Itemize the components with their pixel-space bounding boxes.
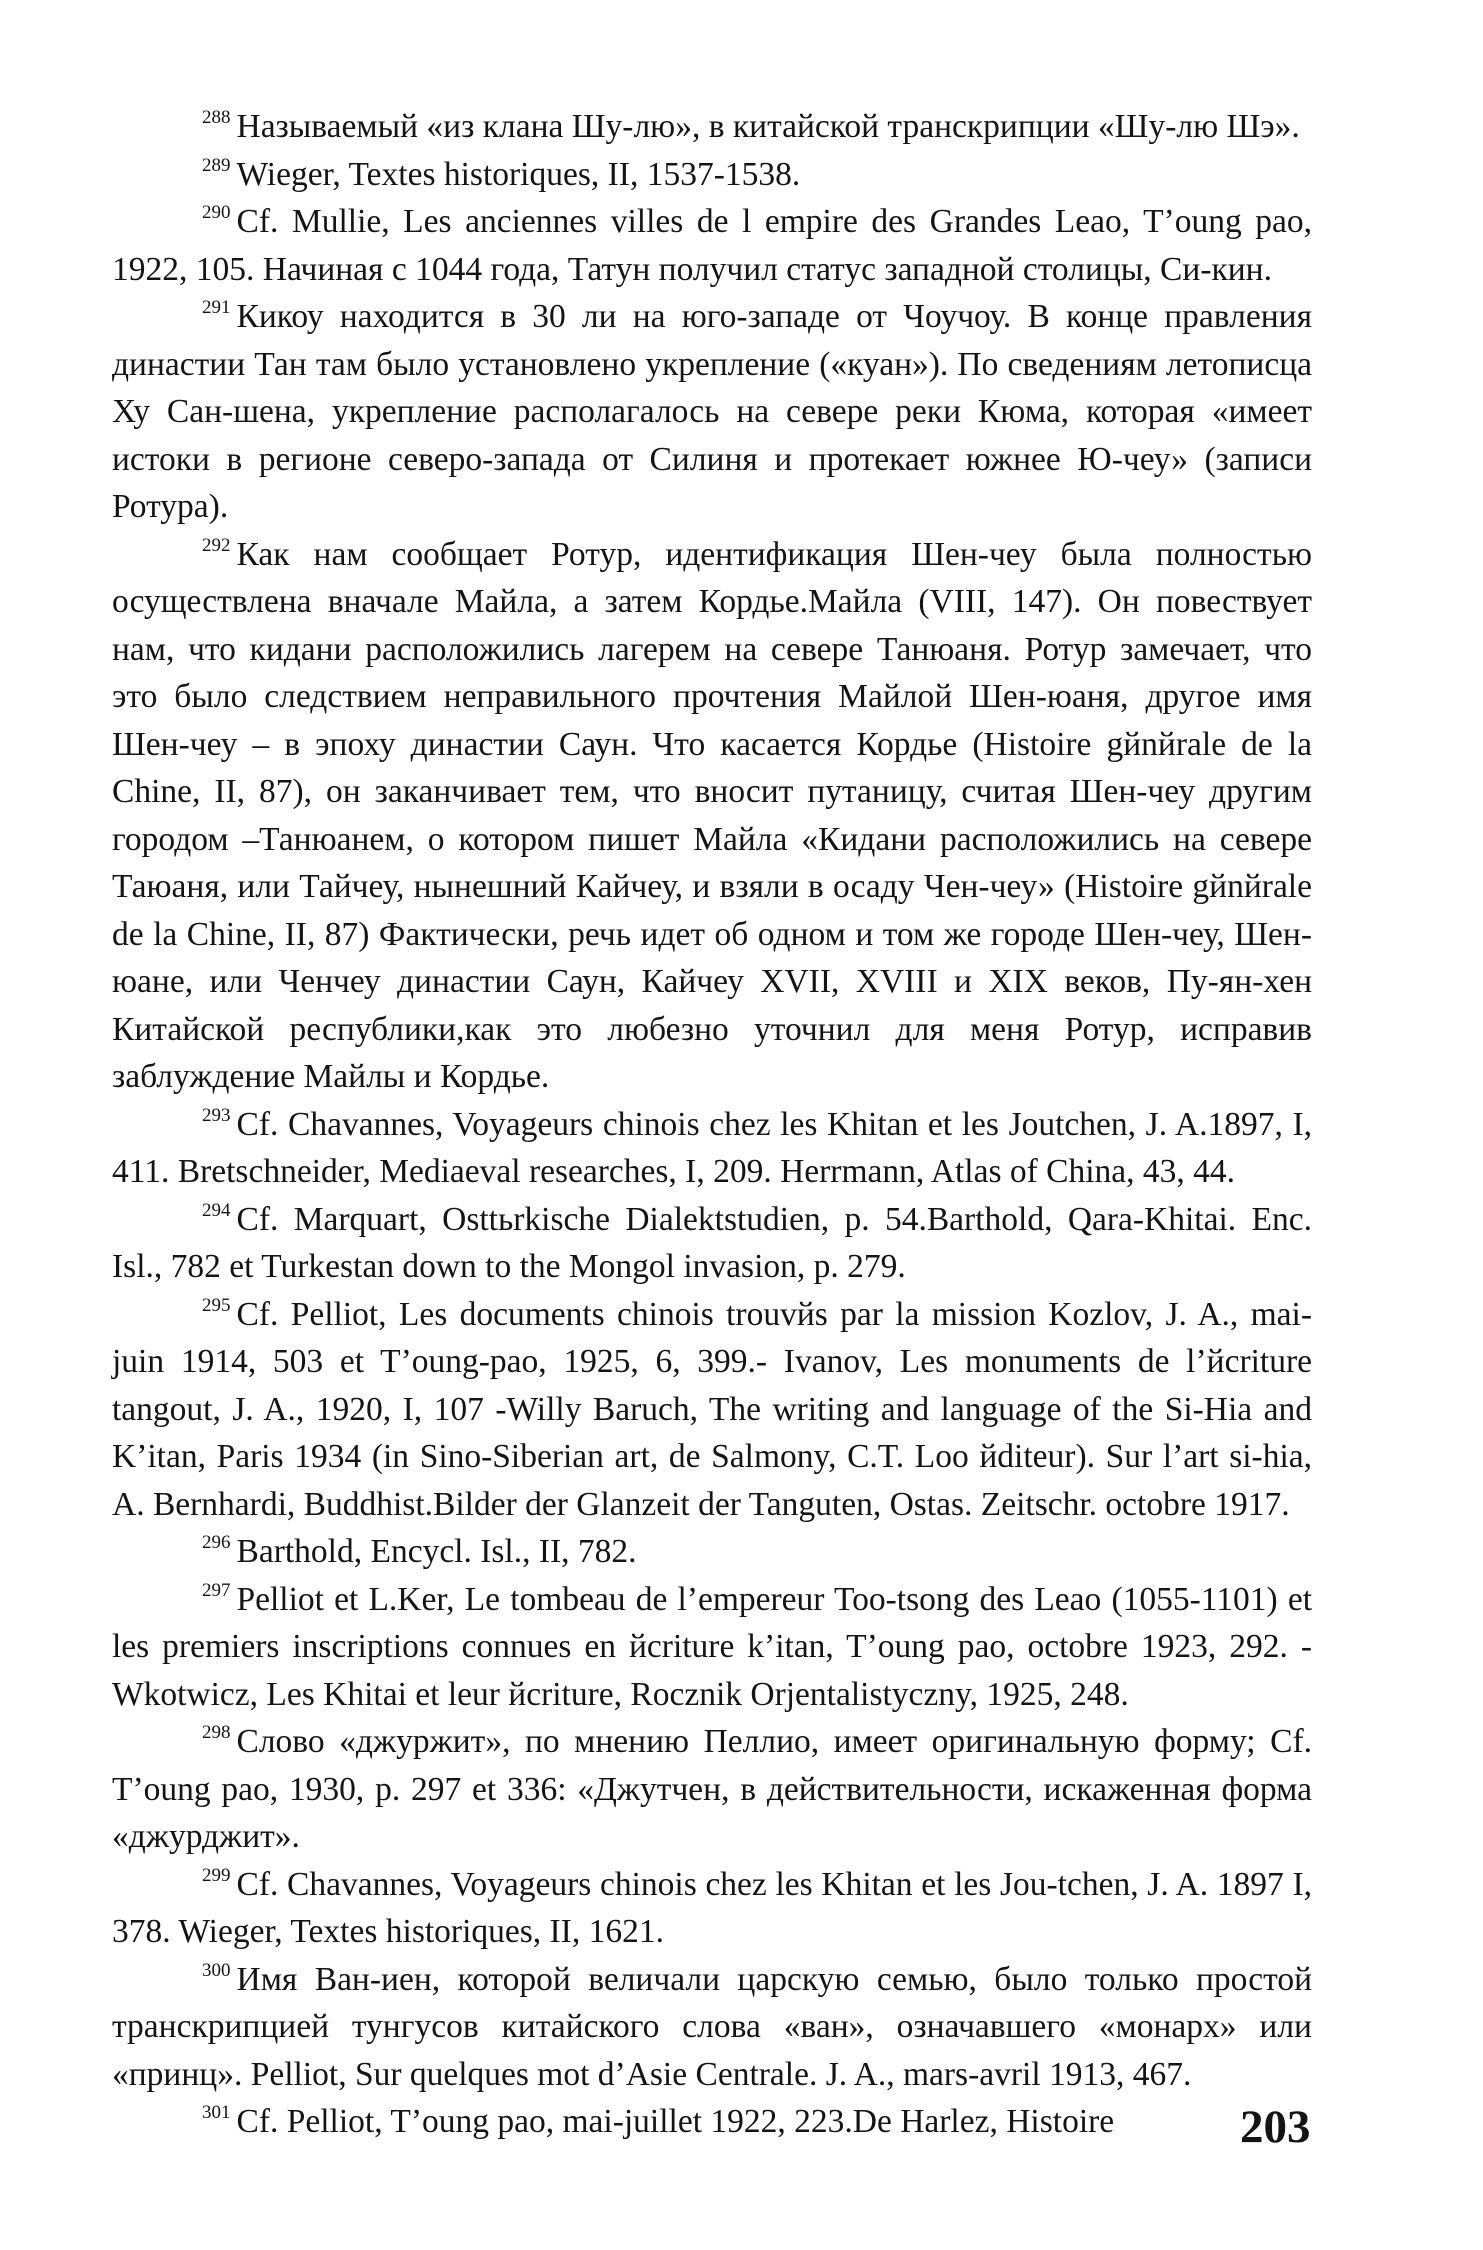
footnote-300 bbox=[112, 1956, 1312, 2099]
footnote-text: Cf. Chavannes, Voyageurs chinois chez les Khitan et les Jou-tchen, J. A. 1897 I, 378. Wieger, Textes historiques, II, 1621. bbox=[112, 1865, 1312, 1950]
footnote-text: Как нам сообщает Ротур, идентификация Шен-чеу была полностью осуществлена вначале Майла, а затем Кордье.Майла (VIII, 147). Он повествует нам, что кидани расположились лагерем на севере Танюаня. Ротур замечает, что это было следствием неправильного прочтения Майлой Шен-юаня, другое имя Шен-чеу – в эпоху династии Саун. Что касается Кордье (Histoire gйnйrale de la Chine, II, 87), он заканчивает тем, что вносит путаницу, считая Шен-чеу другим городом –Танюанем, о котором пишет Майла «Кидани расположились на севере Таюаня, или Тайчеу, нынешний Кайчеу, и взяли в осаду Чен-чеу» (Histoire gйnйrale de la Chine, II, 87) Фактически, речь идет об одном и том же городе Шен-чеу, Шен-юане, или Ченчеу династии Саун, Кайчеу XVII, XVIII и XIX веков, Пу-ян-хен Китайской республики,как это любезно уточнил для меня Ротур, исправив заблуждение Майлы и Кордье. bbox=[112, 535, 1312, 1095]
footnote-301 bbox=[112, 2098, 1312, 2146]
footnote-299 bbox=[112, 1861, 1312, 1956]
footnote-289 bbox=[112, 151, 1312, 199]
page-number: 203 bbox=[1240, 2101, 1311, 2153]
footnote-number: 295 bbox=[202, 1294, 231, 1316]
footnote-295 bbox=[112, 1291, 1312, 1529]
footnote-text: Кикоу находится в 30 ли на юго-западе от Чоучоу. В конце правления династии Тан там было установлено укрепление («куан»). По сведениям летописца Ху Сан-шена, укрепление располагалось на севере реки Кюма, которая «имеет истоки в регионе северо-запада от Силиня и протекает южнее Ю-чеу» (записи Ротура). bbox=[112, 298, 1312, 525]
footnote-number: 289 bbox=[202, 154, 231, 176]
footnote-290 bbox=[112, 198, 1312, 293]
footnote-text: Pelliot et L.Ker, Le tombeau de l’empereur Too-tsong des Leao (1055-1101) et les premiers inscriptions connues en йcriture k’itan, T’oung pao, octobre 1923, 292. -Wkotwicz, Les Khitai et leur йcriture, Rocznik Orjentalistyczny, 1925, 248. bbox=[112, 1580, 1312, 1713]
footnote-text: Cf. Marquart, Osttьrkische Dialektstudien, p. 54.Barthold, Qara-Khitai. Enc. Isl., 782 et Turkestan down to the Mongol invasion, p. 279. bbox=[112, 1200, 1312, 1285]
footnote-text: Wieger, Textes historiques, II, 1537-1538. bbox=[236, 155, 801, 193]
footnote-text: Называемый «из клана Шу-лю», в китайской транскрипции «Шу-лю Шэ». bbox=[236, 108, 1300, 145]
footnote-291 bbox=[112, 293, 1312, 531]
footnote-text: Cf. Chavannes, Voyageurs chinois chez les Khitan et les Joutchen, J. A.1897, I, 411. Bretschneider, Mediaeval researches, I, 209. Herrmann, Atlas of China, 43, 44. bbox=[112, 1105, 1312, 1190]
footnote-number: 290 bbox=[202, 202, 231, 223]
footnote-text: Cf. Pelliot, T’oung pao, mai-juillet 1922, 223.De Harlez, Histoire bbox=[236, 2103, 1115, 2140]
footnote-number: 291 bbox=[202, 297, 231, 318]
footnote-number: 296 bbox=[202, 1532, 231, 1553]
footnote-number: 297 bbox=[202, 1579, 231, 1601]
footnote-number: 298 bbox=[202, 1722, 231, 1743]
footnote-text: Имя Ван-иен, которой величали царскую семью, было только простой транскрипцией тунгусов китайского слова «ван», означавшего «монарх» или «принц». Pelliot, Sur quelques mot d’Asie Centrale. J. A., mars-avril 1913, 467. bbox=[112, 1960, 1312, 2093]
footnote-text: Cf. Mullie, Les anciennes villes de l empire des Grandes Leao, T’oung pao, 1922, 105. Начиная с 1044 года, Татун получил статус западной столицы, Си-кин. bbox=[112, 203, 1312, 288]
footnote-number: 293 bbox=[202, 1104, 231, 1126]
footnote-number: 292 bbox=[202, 534, 231, 556]
footnote-297 bbox=[112, 1576, 1312, 1719]
footnote-text: Barthold, Encycl. Isl., II, 782. bbox=[236, 1533, 637, 1570]
footnote-number: 301 bbox=[202, 2102, 231, 2123]
footnote-296 bbox=[112, 1528, 1312, 1576]
footnote-text: Слово «джуржит», по мнению Пеллио, имеет оригинальную форму; Cf. T’oung pao, 1930, p. 297 et 336: «Джутчен, в действительности, искаженная форма «джурджит». bbox=[112, 1723, 1312, 1855]
footnote-294 bbox=[112, 1196, 1312, 1291]
footnote-288 bbox=[112, 103, 1312, 151]
footnote-number: 299 bbox=[202, 1864, 231, 1886]
footnote-292 bbox=[112, 531, 1312, 1101]
footnote-293 bbox=[112, 1101, 1312, 1196]
footnote-number: 300 bbox=[202, 1959, 231, 1981]
footnotes-block bbox=[112, 103, 1312, 2146]
footnote-298 bbox=[112, 1718, 1312, 1861]
footnote-number: 294 bbox=[202, 1199, 231, 1221]
footnote-text: Cf. Pelliot, Les documents chinois trouvйs par la mission Kozlov, J. A., mai-juin 1914, 503 et T’oung-pao, 1925, 6, 399.- Ivanov, Les monuments de l’йcriture tangout, J. A., 1920, I, 107 -Willy Baruch, The writing and language of the Si-Hia and K’itan, Paris 1934 (in Sino-Siberian art, de Salmony, C.T. Loo йditeur). Sur l’art si-hia, A. Bernhardi, Buddhist.Bilder der Glanzeit der Tanguten, Ostas. Zeitschr. octobre 1917. bbox=[112, 1295, 1312, 1523]
footnote-number: 288 bbox=[202, 107, 231, 128]
